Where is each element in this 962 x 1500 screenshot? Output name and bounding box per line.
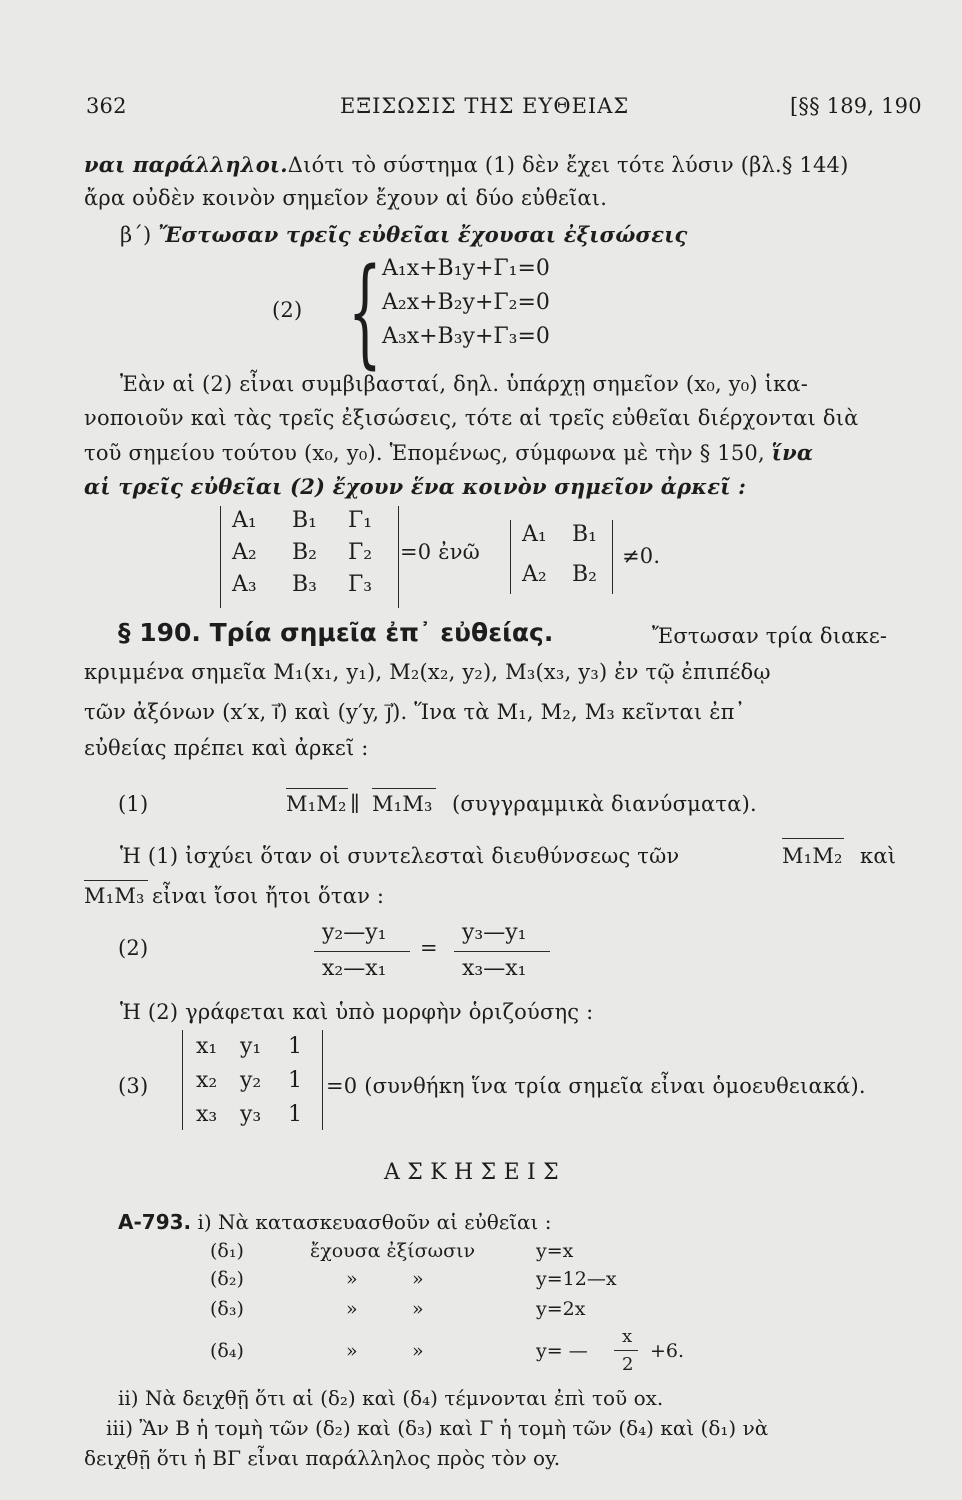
running-title: ΕΞΙΣΩΣΙΣ ΤΗΣ ΕΥΘΕΙΑΣ (340, 94, 630, 118)
page-number: 362 (86, 94, 127, 118)
system-label: (2) (272, 298, 303, 322)
system-eq-3: A₃x+B₃y+Γ₃=0 (382, 324, 550, 349)
intro-line-2: ἄρα οὐδὲν κοινὸν σημεῖον ἔχουν αἱ δύο εὐθεῖαι. (84, 186, 608, 210)
exercise-row-1-id: (δ₁) (210, 1240, 244, 1262)
det3-eq-text: =0 ἐνῶ (400, 540, 480, 564)
cond3-y2: y₂ (240, 1068, 262, 1093)
beta-line (120, 222, 688, 247)
cond1-parallel: ∥ (350, 792, 360, 816)
exercise-row-3-desc: » » (346, 1298, 424, 1320)
det2-b2: B₂ (572, 562, 597, 587)
exercise-row-1-eq: y=x (536, 1240, 574, 1262)
det3-b2: B₂ (292, 540, 317, 565)
compat-line-3-text: τοῦ σημείου τούτου (x₀, y₀). Ἑπομένως, σύμφωνα μὲ τὴν § 150, (84, 441, 772, 465)
cond2-den1: x₂—x₁ (322, 956, 387, 981)
det2-b1: B₁ (572, 522, 597, 547)
cond3-one1: 1 (288, 1034, 302, 1059)
exercise-row-4-frac-bar (614, 1350, 638, 1351)
det3-a2: A₂ (232, 540, 257, 565)
beta-label: β΄) (120, 223, 159, 247)
para-h1-vec1-arrow (782, 838, 844, 839)
det2-a1: A₁ (522, 522, 547, 547)
cond3-one3: 1 (288, 1102, 302, 1127)
section-190-line-4: εὐθείας πρέπει καὶ ἀρκεῖ : (84, 736, 369, 760)
section-190-line-2: κριμμένα σημεῖα M₁(x₁, y₁), M₂(x₂, y₂), M₃(x₃, y₃) ἐν τῷ ἐπιπέδῳ (84, 660, 771, 684)
intro-line-1 (84, 152, 849, 177)
det3-a1: A₁ (232, 508, 257, 533)
exercise-row-4-eq-pre: y= — (536, 1340, 588, 1362)
cond1-label: (1) (118, 792, 149, 816)
compat-line-1: Ἐὰν αἱ (2) εἶναι συμβιβασταί, δηλ. ὑπάρχῃ σημεῖον (x₀, y₀) ἱκα- (120, 372, 809, 396)
beta-italic: Ἔστωσαν τρεῖς εὐθεῖαι ἔχουσαι ἐξισώσεις (158, 222, 688, 247)
system-eq-1: A₁x+B₁y+Γ₁=0 (382, 256, 550, 281)
exercise-row-2-id: (δ₂) (210, 1268, 244, 1290)
section-190-line-1 (118, 618, 553, 647)
det2-neq: ≠0. (622, 544, 661, 568)
det2-left-bar (510, 520, 511, 594)
exercise-row-3-id: (δ₃) (210, 1298, 244, 1320)
exercise-ii: ii) Νὰ δειχθῇ ὅτι αἱ (δ₂) καὶ (δ₄) τέμνονται ἐπὶ τοῦ ox. (118, 1386, 664, 1410)
cond2-num1: y₂—y₁ (322, 920, 387, 945)
cond3-x2: x₂ (196, 1068, 218, 1093)
det3-g1: Γ₁ (348, 508, 373, 533)
compat-line-4: αἱ τρεῖς εὐθεῖαι (2) ἔχουν ἕνα κοινὸν σημεῖον ἀρκεῖ : (84, 474, 747, 499)
cond1-vec-a: M₁M₂ (286, 792, 347, 816)
cond1-note: (συγγραμμικὰ διανύσματα). (452, 792, 757, 816)
cond2-frac1-bar (314, 951, 410, 952)
para-h1-line1-end: καὶ (860, 844, 897, 868)
det3-a3: A₃ (232, 572, 257, 597)
section-190-line-3: τῶν ἀξόνων (x′x, i⃗) καὶ (y′y, j⃗). Ἵνα τὰ M₁, M₂, M₃ κεῖνται ἐπ᾽ (84, 700, 746, 724)
cond2-label: (2) (118, 936, 149, 960)
det2-a2: A₂ (522, 562, 547, 587)
det3-g2: Γ₂ (348, 540, 373, 565)
exercise-intro: i) Νὰ κατασκευασθοῦν αἱ εὐθεῖαι : (197, 1210, 552, 1234)
para-h1-vec2-arrow (84, 880, 148, 881)
cond3-label: (3) (118, 1074, 149, 1098)
para-h1-line-2: εἶναι ἴσοι ἤτοι ὅταν : (152, 884, 385, 908)
cond2-frac2-bar (454, 951, 550, 952)
exercise-row-4-frac-den: 2 (622, 1354, 634, 1375)
exercise-row-3-eq: y=2x (536, 1298, 586, 1320)
section-190-line-1-rest: Ἔστωσαν τρία διακε- (652, 624, 888, 648)
cond1-vec-b: M₁M₃ (372, 792, 433, 816)
exercise-iii-line-1: iii) Ἂν B ἡ τομὴ τῶν (δ₂) καὶ (δ₃) καὶ Γ ἡ τομὴ τῶν (δ₄) καὶ (δ₁) νὰ (106, 1416, 769, 1440)
intro-rest: Διότι τὸ σύστημα (1) δὲν ἔχει τότε λύσιν (βλ.§ 144) (287, 153, 849, 177)
exercise-row-2-desc: » » (346, 1268, 424, 1290)
det3-right-bar (398, 506, 399, 608)
det2-right-bar (612, 520, 613, 594)
cond3-y3: y₃ (240, 1102, 262, 1127)
cond1-vec-a-arrow (286, 788, 348, 789)
cond3-one2: 1 (288, 1068, 302, 1093)
cond3-y1: y₁ (240, 1034, 262, 1059)
det3-g3: Γ₃ (348, 572, 373, 597)
section-190-heading: § 190. Τρία σημεῖα ἐπ᾽ εὐθείας. (118, 618, 554, 647)
intro-italic: ναι παράλληλοι. (84, 152, 288, 177)
cond3-x3: x₃ (196, 1102, 218, 1127)
exercise-iii-line-2: δειχθῇ ὅτι ἡ BΓ εἶναι παράλληλος πρὸς τὸν oy. (84, 1446, 561, 1470)
para-h2-line: Ἡ (2) γράφεται καὶ ὑπὸ μορφὴν ὁριζούσης : (120, 1000, 594, 1024)
cond2-eq: = (420, 936, 438, 960)
cond3-eq-text: =0 (συνθήκη ἵνα τρία σημεῖα εἶναι ὁμοευθειακά). (326, 1074, 866, 1098)
exercise-row-4-desc: » » (346, 1340, 424, 1362)
compat-line-2: νοποιοῦν καὶ τὰς τρεῖς ἐξισώσεις, τότε αἱ τρεῖς εὐθεῖαι διέρχονται διὰ (84, 406, 859, 430)
para-h1-vec2: M₁M₃ (84, 884, 145, 908)
det3-b1: B₁ (292, 508, 317, 533)
exercise-code: A-793. (118, 1210, 192, 1234)
cond2-den2: x₃—x₁ (462, 956, 527, 981)
exercise-line (118, 1210, 551, 1234)
exercise-row-4-id: (δ₄) (210, 1340, 244, 1362)
exercise-row-4-frac-num: x (622, 1326, 633, 1347)
det3-left-bar (220, 506, 221, 608)
cond3-left-bar (182, 1030, 183, 1130)
exercise-row-2-eq: y=12—x (536, 1268, 617, 1290)
section-ref: [§§ 189, 190 (790, 94, 922, 118)
cond1-vec-b-arrow (372, 788, 436, 789)
para-h1-vec1: M₁M₂ (782, 844, 843, 868)
exercise-row-1-desc: ἔχουσα ἐξίσωσιν (310, 1240, 476, 1262)
cond2-num2: y₃—y₁ (462, 920, 527, 945)
compat-line-3 (84, 440, 813, 465)
system-eq-2: A₂x+B₂y+Γ₂=0 (382, 290, 550, 315)
exercises-heading: Α Σ Κ Η Σ Ε Ι Σ (384, 1160, 559, 1185)
exercise-row-4-eq-post: +6. (650, 1340, 685, 1362)
det3-b3: B₃ (292, 572, 317, 597)
system-brace: { (348, 242, 382, 380)
para-h1-line-1: Ἡ (1) ἰσχύει ὅταν οἱ συντελεσταὶ διευθύνσεως τῶν (120, 844, 680, 868)
compat-line-3-italic: ἵνα (771, 440, 814, 465)
cond3-x1: x₁ (196, 1034, 218, 1059)
cond3-right-bar (322, 1030, 323, 1130)
